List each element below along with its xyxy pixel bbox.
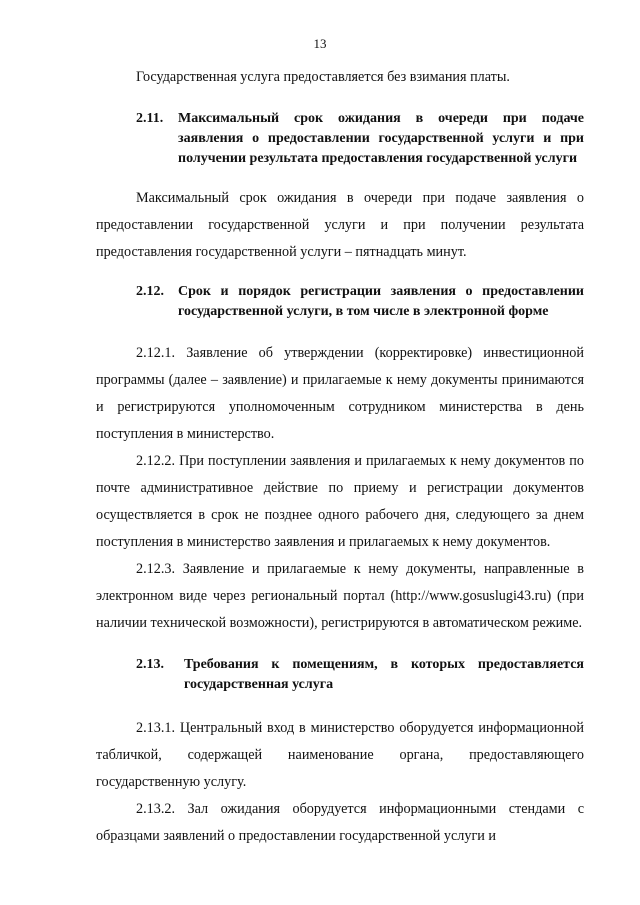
section-heading-2-11: [96, 109, 584, 169]
paragraph-2-11: Максимальный срок ожидания в очереди при подаче заявления о предоставлении государственной услуги и при получении результата предоставления государственной услуги – пятнадцать минут.: [96, 190, 584, 260]
section-title: Требования к помещениям, в которых предоставляется государственная услуга: [184, 657, 584, 692]
paragraph-2-12-2: 2.12.2. При поступлении заявления и прилагаемых к нему документов по почте административное действие по приему и регистрации документов осуществляется в срок не позднее одного рабочего дня, следующего за днем поступления в министерство заявления и прилагаемых к нему документов.: [96, 453, 584, 550]
section-number: 2.11.: [136, 111, 164, 126]
section-number: 2.13.: [136, 657, 164, 672]
page-number: 13: [313, 36, 327, 51]
paragraph-2-13-2: 2.13.2. Зал ожидания оборудуется информационными стендами с образцами заявлений о предоставлении государственной услуги и: [96, 801, 584, 844]
section-title: Срок и порядок регистрации заявления о предоставлении государственной услуги, в том числе в электронной форме: [178, 284, 584, 319]
section-heading-2-13: [96, 655, 584, 695]
paragraph-fee: Государственная услуга предоставляется без взимания платы.: [136, 69, 510, 85]
document-body: [96, 64, 584, 850]
paragraph-2-12-3: 2.12.3. Заявление и прилагаемые к нему документы, направленные в электронном виде через региональный портал (http://www.gosuslugi43.ru) (при наличии технической возможности), регистрируются в автоматическом режиме.: [96, 561, 584, 631]
section-number: 2.12.: [136, 284, 164, 299]
paragraph-2-12-1: 2.12.1. Заявление об утверждении (корректировке) инвестиционной программы (далее – заявление) и прилагаемые к нему документы принимаются и регистрируются уполномоченным сотрудником министерства в день поступления в министерство.: [96, 345, 584, 442]
section-heading-2-12: [96, 282, 584, 322]
paragraph-2-13-1: 2.13.1. Центральный вход в министерство оборудуется информационной табличкой, содержащей наименование органа, предоставляющего государственную услугу.: [96, 720, 584, 790]
section-title: Максимальный срок ожидания в очереди при подаче заявления о предоставлении государственной услуги и при получении результата предоставления государственной услуги: [178, 111, 584, 166]
